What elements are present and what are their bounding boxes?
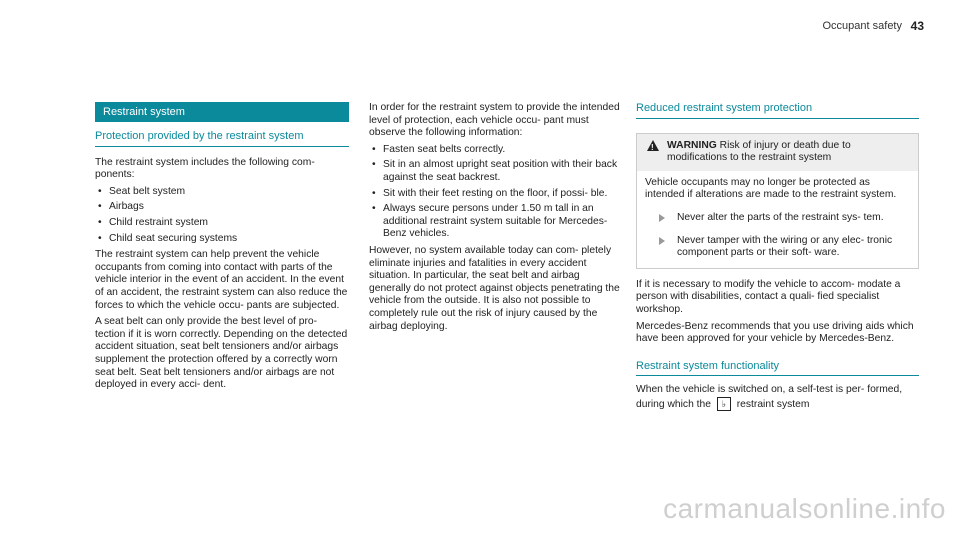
warning-step — [645, 212, 910, 225]
list-item: • Sit in an almost upright seat position with their back against the seat backrest. — [369, 159, 623, 184]
paragraph — [636, 384, 919, 411]
list-item: • Child seat securing systems — [95, 233, 349, 246]
list-item: • Always secure persons under 1.50 m tall in an additional restraint system suitable for Mercedes-Benz vehicles. — [369, 203, 623, 241]
heading-functionality: Restraint system functionality — [636, 360, 919, 377]
paragraph-text: restraint system — [736, 398, 810, 410]
list-item: • Airbags — [95, 201, 349, 214]
arrow-right-icon — [659, 237, 665, 245]
warning-triangle-icon: ! — [647, 140, 659, 151]
seatbelt-warning-icon: ♭ — [717, 397, 731, 411]
intro-paragraph: The restraint system includes the following com- ponents: — [95, 156, 315, 181]
heading-reduced-protection: Reduced restraint system protection — [636, 102, 919, 119]
section-bar-title: Restraint system — [95, 102, 349, 122]
list-item: • Sit with their feet resting on the floor, if possi- ble. — [369, 188, 623, 201]
list-item: • Fasten seat belts correctly. — [369, 144, 623, 157]
list-item: • Child restraint system — [95, 217, 349, 230]
paragraph: A seat belt can only provide the best level of pro- tection if it is worn correctly. Depending on the detected accident situation, seat belt tensioners and/or airbags supplement the protection offered by a correctly worn seat belt. Seat belt tensioners and/or airbags are not deployed in every acci- dent. — [95, 316, 348, 391]
paragraph: If it is necessary to modify the vehicle to accom- modate a person with disabilities, contact a quali- fied specialist workshop. — [636, 278, 901, 315]
section-title: Occupant safety — [822, 20, 902, 32]
paragraph: However, no system available today can com- pletely eliminate injuries and fatalities in every accident situation. In particular, the seat belt and airbag generally do not protect against objects penetrating the vehicle from the outside. It is also not possible to completely rule out the risk of injury caused by the airbag deploying. — [369, 244, 620, 332]
arrow-right-icon — [659, 214, 665, 222]
warning-header — [637, 134, 918, 171]
column-2 — [369, 102, 623, 337]
page-number: 43 — [910, 19, 924, 33]
instructions-list — [369, 144, 623, 241]
components-list — [95, 186, 349, 245]
subheading: Protection provided by the restraint system — [95, 130, 349, 147]
paragraph: In order for the restraint system to provide the intended level of protection, each vehicle occu- pant must observe the following information: — [369, 102, 620, 139]
page-header — [0, 18, 960, 38]
column-1 — [95, 102, 349, 396]
column-3 — [636, 102, 919, 416]
warning-title: Risk of injury or death due to modifications to the restraint system — [667, 139, 851, 164]
paragraph: The restraint system can help prevent the vehicle occupants from coming into contact with parts of the vehicle interior in the event of an accident. In the event of an accident, the restraint system can also reduce the forces to which the vehicle occu- pants are subjected. — [95, 249, 348, 311]
warning-text: Vehicle occupants may no longer be protected as intended if alterations are made to the restraint system. — [645, 176, 897, 201]
warning-label: WARNING — [667, 139, 717, 151]
warning-body — [637, 171, 918, 268]
watermark: carmanualsonline.info — [663, 493, 946, 524]
paragraph: Mercedes-Benz recommends that you use driving aids which have been approved for your vehicle by Mercedes-Benz. — [636, 320, 914, 345]
warning-step — [645, 235, 910, 260]
warning-box — [636, 133, 919, 269]
paragraph-text: When the vehicle is switched on, a self-test is per- formed, during which the — [636, 384, 903, 410]
list-item: • Seat belt system — [95, 186, 349, 199]
step-text: Never tamper with the wiring or any elec- tronic component parts or their soft- ware. — [677, 234, 893, 259]
step-text: Never alter the parts of the restraint sys- tem. — [677, 211, 884, 223]
